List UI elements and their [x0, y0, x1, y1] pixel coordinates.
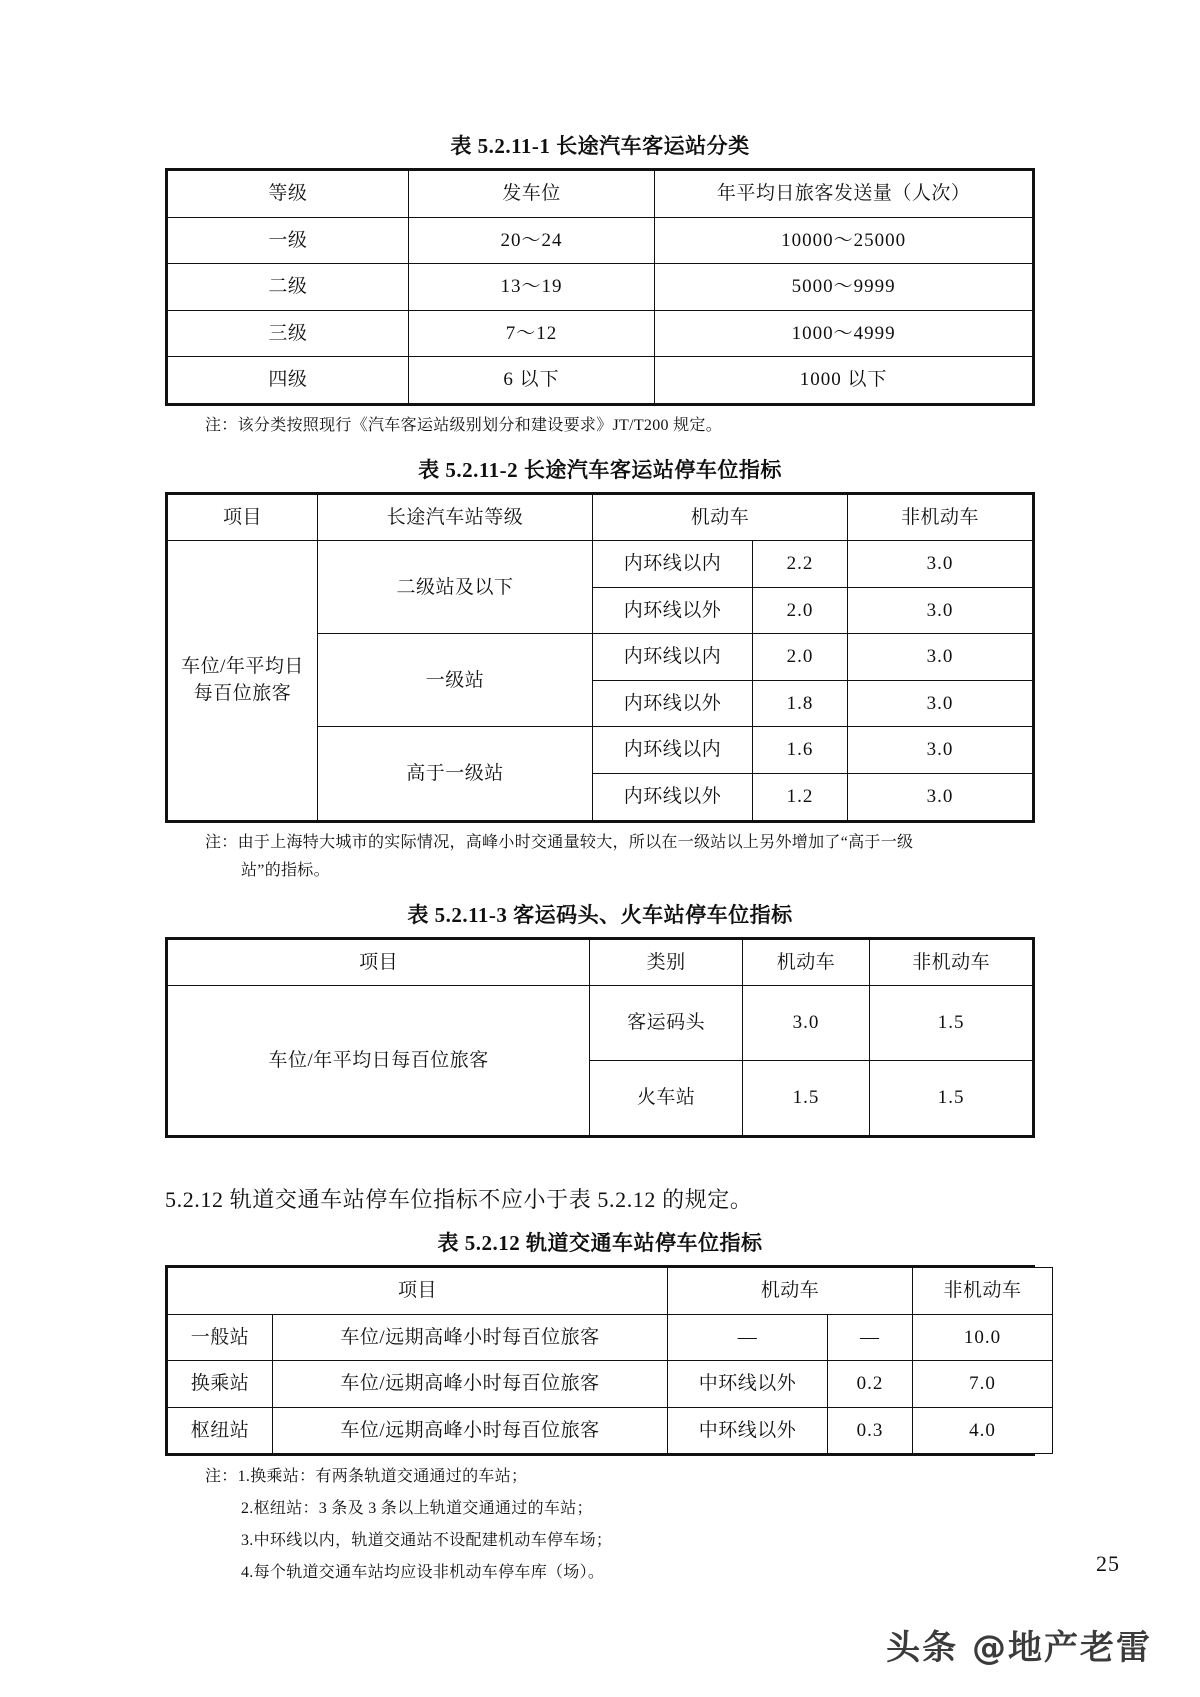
table2-g1-grade: 一级站 [318, 634, 593, 727]
table4-r0-motor: — [828, 1314, 913, 1361]
table1-r3-c1: 6 以下 [408, 357, 654, 404]
table1-r1-c0: 二级 [168, 264, 409, 311]
table-port-railway-parking-index [167, 939, 1033, 1137]
table2-g0-r0-nonmotor: 3.0 [848, 541, 1033, 588]
table4-r2-nonmotor: 4.0 [913, 1407, 1053, 1454]
table1-r0-c2: 10000～25000 [655, 217, 1033, 264]
table1-r0-c1: 20～24 [408, 217, 654, 264]
table4-note-item-2: 2.枢纽站：3 条及 3 条以上轨道交通通过的车站； [241, 1500, 593, 1518]
table4-wrapper [165, 1265, 1035, 1456]
table1-r1-c2: 5000～9999 [655, 264, 1033, 311]
table-station-classification [167, 170, 1033, 404]
table4-r2-motor: 0.3 [828, 1407, 913, 1454]
table2-g2-r0-nonmotor: 3.0 [848, 727, 1033, 774]
table2-g0-r1-zone: 内环线以外 [593, 587, 753, 634]
table1-r2-c0: 三级 [168, 310, 409, 357]
table2-note-line1: 注：由于上海特大城市的实际情况，高峰小时交通量较大，所以在一级站以上另外增加了“高于一级 [205, 833, 914, 851]
table1-note: 注：该分类按照现行《汽车客运站级别划分和建设要求》JT/T200 规定。 [205, 416, 723, 434]
table-row [168, 357, 1033, 404]
table3-item-label: 车位/年平均日每百位旅客 [168, 986, 590, 1136]
table4-header-motor: 机动车 [668, 1268, 913, 1315]
table4-r0-zone: — [668, 1314, 828, 1361]
table3-r1-motor: 1.5 [742, 1061, 869, 1136]
table4-r0-station: 一般站 [168, 1314, 273, 1361]
table2-header-motor: 机动车 [593, 494, 848, 541]
table1-wrapper [165, 168, 1035, 406]
table2-g1-r0-nonmotor: 3.0 [848, 634, 1033, 681]
table2-g1-r1-motor: 1.8 [753, 680, 848, 727]
table1-r1-c1: 13～19 [408, 264, 654, 311]
table3-header-motor: 机动车 [742, 939, 869, 986]
table1-r2-c2: 1000～4999 [655, 310, 1033, 357]
table2-note-line2: 站”的指标。 [241, 861, 330, 879]
table2-g2-r1-zone: 内环线以外 [593, 774, 753, 821]
table4-header-item: 项目 [168, 1268, 668, 1315]
table2-g0-grade: 二级站及以下 [318, 541, 593, 634]
table3-r0-nonmotor: 1.5 [870, 986, 1033, 1061]
table2-item-label-line2: 每百位旅客 [193, 683, 292, 705]
table4-title: 表 5.2.12 轨道交通车站停车位指标 [437, 1231, 763, 1256]
table-rail-station-parking-index [167, 1267, 1053, 1454]
table4-note-0 [205, 1461, 1035, 1493]
table3-header-item: 项目 [168, 939, 590, 986]
table-row [168, 264, 1033, 311]
page-content [165, 130, 1035, 1589]
table3-header-category: 类别 [590, 939, 743, 986]
table-row [168, 541, 1033, 588]
table2-g2-r0-motor: 1.6 [753, 727, 848, 774]
table-row [168, 1314, 1053, 1361]
table2-item-label [168, 541, 318, 820]
table-row-header [168, 171, 1033, 218]
table4-note-item-1: 1.换乘站：有两条轨道交通通过的车站； [237, 1468, 528, 1486]
table3-r1-category: 火车站 [590, 1061, 743, 1136]
table4-header-nonmotor: 非机动车 [913, 1268, 1053, 1315]
table2-g1-r0-zone: 内环线以内 [593, 634, 753, 681]
table2-g1-r0-motor: 2.0 [753, 634, 848, 681]
section-5-2-12-paragraph: 5.2.12 轨道交通车站停车位指标不应小于表 5.2.12 的规定。 [165, 1187, 753, 1213]
table3-r0-motor: 3.0 [742, 986, 869, 1061]
table1-title: 表 5.2.11-1 长途汽车客运站分类 [450, 134, 750, 158]
table4-r1-station: 换乘站 [168, 1361, 273, 1408]
table4-notes-label: 注： [205, 1468, 238, 1486]
watermark: 头条 @地产老雷 [886, 1628, 1152, 1668]
table2-g0-r1-motor: 2.0 [753, 587, 848, 634]
table1-header-volume: 年平均日旅客发送量（人次） [655, 171, 1033, 218]
table2-item-label-line1: 车位/年平均日 [181, 655, 304, 677]
table1-r0-c0: 一级 [168, 217, 409, 264]
table1-r2-c1: 7～12 [408, 310, 654, 357]
table4-r0-item: 车位/远期高峰小时每百位旅客 [273, 1314, 668, 1361]
table4-note-item-4: 4.每个轨道交通车站均应设非机动车停车库（场）。 [241, 1564, 605, 1582]
table3-r1-nonmotor: 1.5 [870, 1061, 1033, 1136]
table2-g0-r1-nonmotor: 3.0 [848, 587, 1033, 634]
table4-note-item-3: 3.中环线以内，轨道交通站不设配建机动车停车场； [241, 1532, 613, 1550]
table3-title: 表 5.2.11-3 客运码头、火车站停车位指标 [407, 902, 793, 927]
table-row-header [168, 1268, 1053, 1315]
table2-header-grade: 长途汽车站等级 [318, 494, 593, 541]
table2-g2-grade: 高于一级站 [318, 727, 593, 820]
table-row [168, 986, 1033, 1061]
table4-r2-station: 枢纽站 [168, 1407, 273, 1454]
table1-r3-c2: 1000 以下 [655, 357, 1033, 404]
table-row [168, 1361, 1053, 1408]
table2-g2-r1-motor: 1.2 [753, 774, 848, 821]
table2-g2-r0-zone: 内环线以内 [593, 727, 753, 774]
page-number: 25 [1096, 1551, 1120, 1576]
table-bus-station-parking-index [167, 494, 1033, 821]
table4-r1-zone: 中环线以外 [668, 1361, 828, 1408]
table2-g0-r0-motor: 2.2 [753, 541, 848, 588]
table-row [168, 217, 1033, 264]
table4-r1-motor: 0.2 [828, 1361, 913, 1408]
table-row-header [168, 494, 1033, 541]
table2-g0-r0-zone: 内环线以内 [593, 541, 753, 588]
table1-header-grade: 等级 [168, 171, 409, 218]
table2-header-item: 项目 [168, 494, 318, 541]
table-row [168, 1407, 1053, 1454]
table3-r0-category: 客运码头 [590, 986, 743, 1061]
table1-header-bays: 发车位 [408, 171, 654, 218]
table1-r3-c0: 四级 [168, 357, 409, 404]
table-row [168, 310, 1033, 357]
table4-r2-zone: 中环线以外 [668, 1407, 828, 1454]
table4-r1-item: 车位/远期高峰小时每百位旅客 [273, 1361, 668, 1408]
table2-g2-r1-nonmotor: 3.0 [848, 774, 1033, 821]
table2-note [165, 829, 1035, 885]
table3-wrapper [165, 937, 1035, 1139]
table2-header-nonmotor: 非机动车 [848, 494, 1033, 541]
table2-g1-r1-nonmotor: 3.0 [848, 680, 1033, 727]
table4-notes [165, 1461, 1035, 1589]
table4-r2-item: 车位/远期高峰小时每百位旅客 [273, 1407, 668, 1454]
table4-r0-nonmotor: 10.0 [913, 1314, 1053, 1361]
table2-wrapper [165, 492, 1035, 823]
table-row-header [168, 939, 1033, 986]
table4-r1-nonmotor: 7.0 [913, 1361, 1053, 1408]
table2-g1-r1-zone: 内环线以外 [593, 680, 753, 727]
table2-title: 表 5.2.11-2 长途汽车客运站停车位指标 [418, 457, 782, 482]
table3-header-nonmotor: 非机动车 [870, 939, 1033, 986]
